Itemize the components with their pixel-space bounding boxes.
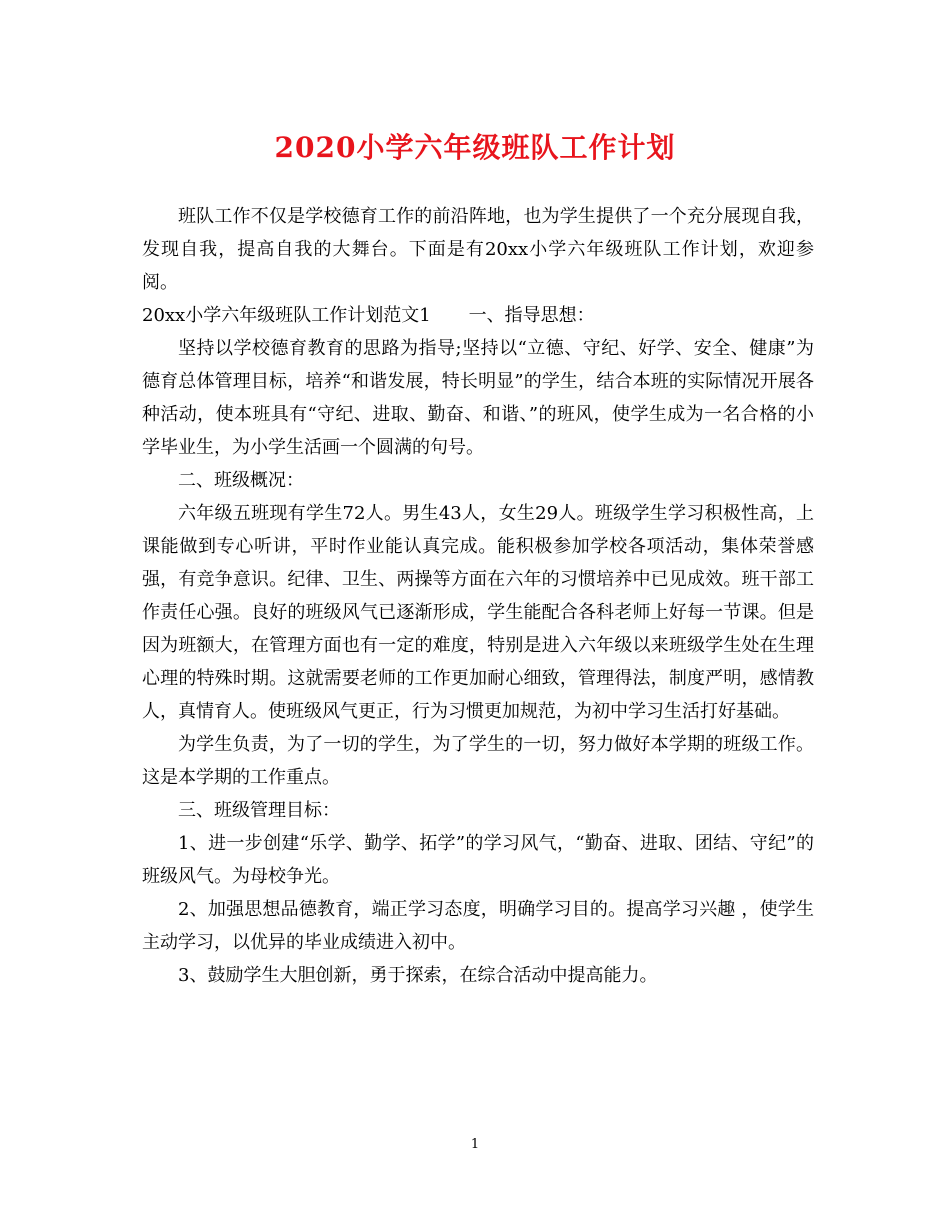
sample-label: 20xx小学六年级班队工作计划范文1	[142, 305, 431, 326]
document-title: 2020小学六年级班队工作计划	[274, 131, 676, 164]
responsibility-paragraph: 为学生负责，为了一切的学生，为了学生的一切，努力做好本学期的班级工作。这是本学期的工作重点。	[142, 734, 814, 788]
section-heading-management-goals: 三、班级管理目标：	[178, 800, 340, 821]
page-number: 1	[470, 1137, 480, 1152]
intro-paragraph: 班队工作不仅是学校德育工作的前沿阵地，也为学生提供了一个充分展现自我，发现自我，提高自我的大舞台。下面是有20xx小学六年级班队工作计划，欢迎参阅。	[142, 206, 814, 293]
section-heading-guiding-thought: 一、指导思想：	[468, 305, 595, 326]
goal-item-3: 3、鼓励学生大胆创新，勇于探索，在综合活动中提高能力。	[178, 965, 658, 986]
sample-heading-line	[142, 299, 814, 332]
class-overview-paragraph: 六年级五班现有学生72人。男生43人，女生29人。班级学生学习积极性高，上课能做到专心听讲，平时作业能认真完成。能积极参加学校各项活动，集体荣誉感强，有竞争意识。纪律、卫生、两操等方面在六年的习惯培养中已见成效。班干部工作责任心强。良好的班级风气已逐渐形成，学生能配合各科老师上好每一节课。但是因为班额大，在管理方面也有一定的难度，特别是进入六年级以来班级学生处在生理心理的特殊时期。这就需要老师的工作更加耐心细致，管理得法，制度严明，感情教人，真情育人。使班级风气更正，行为习惯更加规范，为初中学习生活打好基础。	[142, 503, 814, 722]
section-heading-class-overview: 二、班级概况：	[178, 470, 304, 491]
goal-item-2: 2、加强思想品德教育，端正学习态度，明确学习目的。提高学习兴趣 ，使学生主动学习，以优异的毕业成绩进入初中。	[142, 899, 814, 953]
guiding-thought-paragraph: 坚持以学校德育教育的思路为指导;坚持以“立德、守纪、好学、安全、健康”为德育总体管理目标，培养“和谐发展，特长明显”的学生，结合本班的实际情况开展各种活动，使本班具有“守纪、进取、勤奋、和谐、”的班风，使学生成为一名合格的小学毕业生，为小学生活画一个圆满的句号。	[142, 338, 814, 458]
document-body	[142, 200, 814, 992]
goal-item-1: 1、进一步创建“乐学、勤学、拓学”的学习风气，“勤奋、进取、团结、守纪”的班级风气。为母校争光。	[142, 833, 814, 887]
